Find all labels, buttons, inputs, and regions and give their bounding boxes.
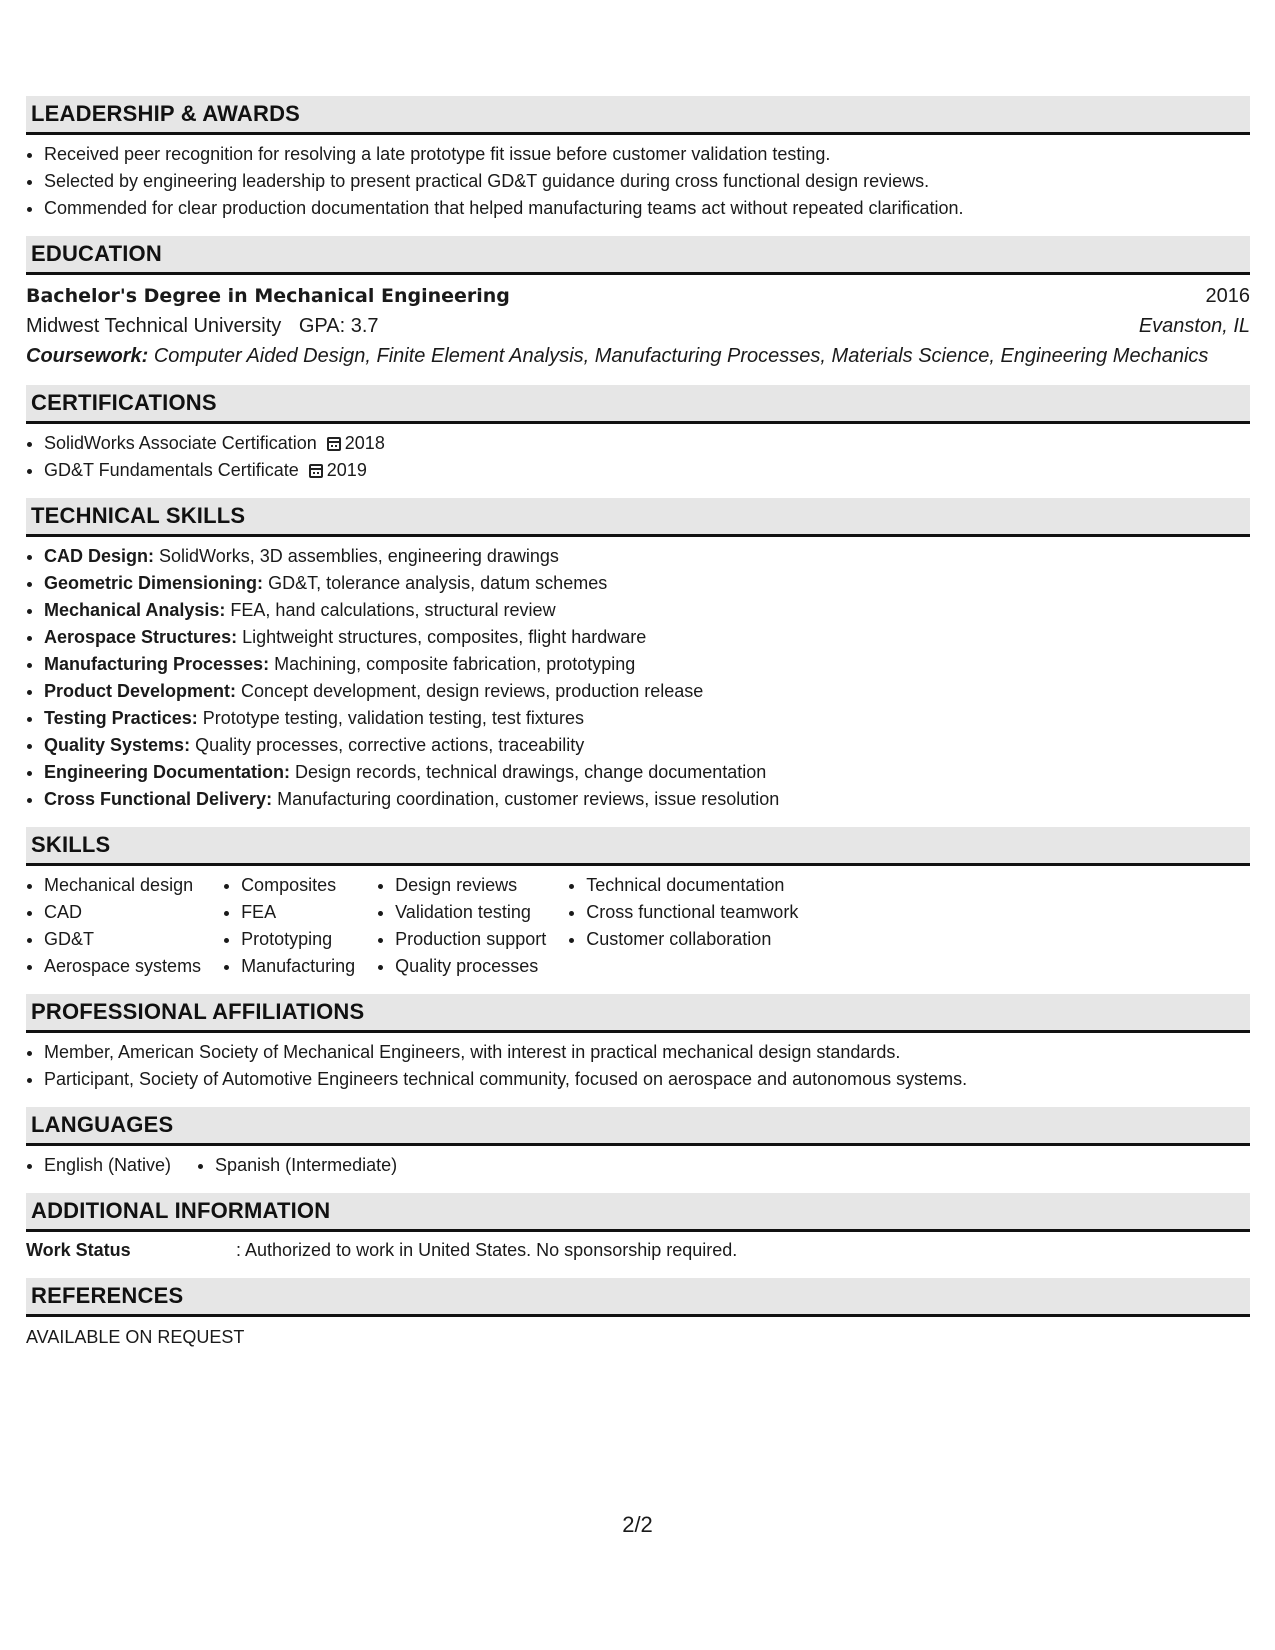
list-item: • FEA (241, 899, 355, 926)
list-item: • GD&T (44, 926, 201, 953)
list-item (44, 732, 1250, 759)
list-item: • Received peer recognition for resolving a late prototype fit issue before customer validation testing. (44, 141, 1250, 168)
affiliations-section (26, 994, 1250, 1093)
skills-column (26, 872, 201, 980)
skill-value: GD&T, tolerance analysis, datum schemes (268, 573, 608, 593)
list-item: • Quality processes (395, 953, 546, 980)
coursework (26, 341, 1250, 371)
skills-column (377, 872, 546, 980)
list-item: • Participant, Society of Automotive Engineers technical community, focused on aerospace and autonomous systems. (44, 1066, 1250, 1093)
list-item (44, 624, 1250, 651)
references-section (26, 1278, 1250, 1351)
list-item (44, 430, 1250, 457)
list-item (44, 759, 1250, 786)
references-text: AVAILABLE ON REQUEST (26, 1327, 245, 1347)
list-item (44, 786, 1250, 813)
skill-value: Design records, technical drawings, change documentation (295, 762, 767, 782)
certification-year: 2018 (344, 433, 385, 453)
skill-label: Product Development: (44, 681, 237, 701)
coursework-list: Computer Aided Design, Finite Element Analysis, Manufacturing Processes, Materials Science, Engineering Mechanics (153, 345, 1209, 367)
graduation-year: 2016 (1205, 285, 1250, 307)
technical-skills-section (26, 498, 1250, 813)
certifications-list (26, 430, 1250, 484)
certification-name: GD&T Fundamentals Certificate (44, 460, 299, 480)
coursework-label: Coursework: (26, 345, 149, 367)
section-header-affiliations: PROFESSIONAL AFFILIATIONS (26, 994, 1250, 1033)
list-item: • Technical documentation (586, 872, 798, 899)
skill-label: Cross Functional Delivery: (44, 789, 273, 809)
list-item: • Production support (395, 926, 546, 953)
degree-title: Bachelor's Degree in Mechanical Engineering (26, 285, 510, 307)
list-item (44, 651, 1250, 678)
list-item (44, 570, 1250, 597)
list-item (44, 597, 1250, 624)
skill-value: Quality processes, corrective actions, traceability (195, 735, 585, 755)
list-item: • Mechanical design (44, 872, 201, 899)
skill-value: Lightweight structures, composites, flight hardware (242, 627, 647, 647)
list-item: • Prototyping (241, 926, 355, 953)
list-item: • Commended for clear production documentation that helped manufacturing teams act without repeated clarification. (44, 195, 1250, 222)
skill-value: Prototype testing, validation testing, test fixtures (202, 708, 584, 728)
section-header-technical-skills: TECHNICAL SKILLS (26, 498, 1250, 537)
section-header-references: REFERENCES (26, 1278, 1250, 1317)
resume-page (26, 96, 1250, 1365)
skill-value: FEA, hand calculations, structural review (230, 600, 556, 620)
skill-label: CAD Design: (44, 546, 155, 566)
skill-value: Manufacturing coordination, customer reviews, issue resolution (277, 789, 780, 809)
skill-value: Concept development, design reviews, production release (241, 681, 704, 701)
languages-section (26, 1107, 1250, 1179)
list-item (44, 457, 1250, 484)
calendar-icon (309, 464, 323, 478)
skill-label: Geometric Dimensioning: (44, 573, 264, 593)
list-item (44, 543, 1250, 570)
section-header-certifications: CERTIFICATIONS (26, 385, 1250, 424)
skill-value: Machining, composite fabrication, prototyping (274, 654, 636, 674)
list-item (44, 705, 1250, 732)
languages-list (26, 1152, 421, 1179)
section-header-education: EDUCATION (26, 236, 1250, 275)
calendar-icon (327, 437, 341, 451)
gpa: GPA: 3.7 (298, 315, 379, 337)
certifications-section (26, 385, 1250, 484)
list-item: • English (Native) (44, 1152, 171, 1179)
skill-label: Engineering Documentation: (44, 762, 291, 782)
school-location: Evanston, IL (1138, 315, 1250, 337)
skills-section (26, 827, 1250, 980)
skill-label: Mechanical Analysis: (44, 600, 226, 620)
work-status-label: Work Status (26, 1240, 131, 1260)
skills-column (223, 872, 355, 980)
education-section (26, 236, 1250, 371)
affiliations-list (26, 1039, 1250, 1093)
list-item: • Composites (241, 872, 355, 899)
skills-grid (26, 872, 1250, 980)
list-item: • Design reviews (395, 872, 546, 899)
section-header-additional-info: ADDITIONAL INFORMATION (26, 1193, 1250, 1232)
leadership-list (26, 141, 1250, 222)
additional-info-section (26, 1193, 1250, 1264)
skill-label: Quality Systems: (44, 735, 191, 755)
list-item: • CAD (44, 899, 201, 926)
skill-label: Manufacturing Processes: (44, 654, 270, 674)
list-item: • Customer collaboration (586, 926, 798, 953)
list-item: • Validation testing (395, 899, 546, 926)
list-item: • Selected by engineering leadership to present practical GD&T guidance during cross functional design reviews. (44, 168, 1250, 195)
certification-name: SolidWorks Associate Certification (44, 433, 317, 453)
list-item: • Member, American Society of Mechanical Engineers, with interest in practical mechanical design standards. (44, 1039, 1250, 1066)
skills-column (568, 872, 798, 980)
section-header-leadership: LEADERSHIP & AWARDS (26, 96, 1250, 135)
technical-skills-list (26, 543, 1250, 813)
skill-value: SolidWorks, 3D assemblies, engineering drawings (159, 546, 559, 566)
certification-year: 2019 (326, 460, 367, 480)
list-item (44, 678, 1250, 705)
leadership-section (26, 96, 1250, 222)
list-item: • Spanish (Intermediate) (215, 1152, 397, 1179)
skill-label: Testing Practices: (44, 708, 198, 728)
list-item: • Cross functional teamwork (586, 899, 798, 926)
section-header-skills: SKILLS (26, 827, 1250, 866)
section-header-languages: LANGUAGES (26, 1107, 1250, 1146)
list-item: • Manufacturing (241, 953, 355, 980)
school-name: Midwest Technical University (26, 315, 282, 337)
skill-label: Aerospace Structures: (44, 627, 238, 647)
page-number: 2/2 (622, 1512, 653, 1537)
work-status-value: : Authorized to work in United States. No sponsorship required. (236, 1240, 738, 1260)
list-item: • Aerospace systems (44, 953, 201, 980)
